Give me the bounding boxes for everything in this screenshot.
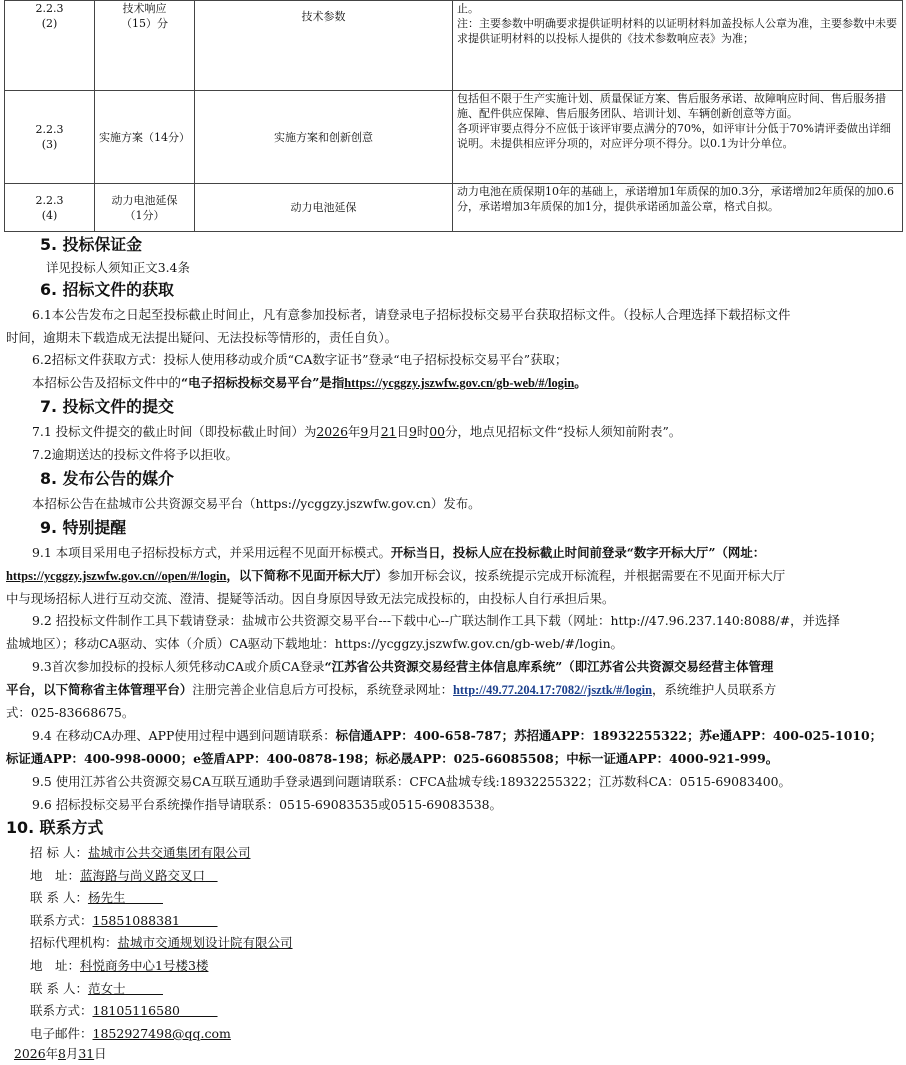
issue-date (14, 1043, 107, 1065)
section-9-p3 (32, 656, 773, 678)
contact-value-pad (180, 913, 218, 928)
date-year: 2026 (14, 1046, 46, 1061)
deadline-day: 21 (380, 424, 397, 439)
row-desc-2: 注：主要参数中明确要求提供证明材料的以证明材料加盖投标人公章为准，主要参数中未要求提供证明材料的以投标人提供的《技术参数响应表》为准； (457, 17, 897, 45)
contact-label: 联 系 人： (30, 890, 88, 906)
date-month: 8 (58, 1046, 66, 1061)
section-9-p2a: 9.2 招投标文件制作工具下载请登录：盐城市公共资源交易平台---下载中心--广联达制作工具下载（网址：http://47.96.237.140:8088/#，并选择 (32, 613, 840, 628)
row-number (5, 1, 95, 91)
row-description (453, 184, 903, 232)
row-number-b: (4) (41, 208, 58, 222)
section-6-p1b: 时间，逾期未下载造成无法提出疑问、无法投标等情形的，责任自负）。 (6, 330, 398, 345)
date-day: 31 (78, 1046, 95, 1061)
section-8-text: 本招标公告在盐城市公共资源交易平台（https://ycggzy.jszwfw.gov.cn）发布。 (32, 496, 481, 511)
row-desc-1: 动力电池在质保期10年的基础上，承诺增加1年质保的加0.3分，承诺增加2年质保的加0.6分，承诺增加3年质保的加1分，提供承诺函加盖公章，格式自拟。 (457, 185, 894, 213)
row-number (5, 184, 95, 232)
row-desc-1: 包括但不限于生产实施计划、质量保证方案、售后服务承诺、故障响应时间、售后服务措施、配件供应保障、售后服务团队、培训计划、车辆创新创意等方面。 (457, 92, 886, 120)
row-item (95, 184, 195, 232)
section-8-heading: 8. 发布公告的媒介 (40, 469, 174, 488)
contact-value-pad (125, 890, 163, 905)
deadline-hour: 9 (408, 424, 417, 439)
entity-system-link[interactable]: http://49.77.204.17:7082//jsztk/#/login (453, 683, 653, 697)
row-factor: 动力电池延保 (195, 184, 453, 232)
section-9-p5: 9.5 使用江苏省公共资源交易CA互联互通助手登录遇到问题请联系：CFCA盐城专线:18932255322；江苏数科CA：0515-69083400。 (32, 774, 791, 789)
row-item-score: （15）分 (121, 17, 168, 30)
row-item: 实施方案（14分） (95, 91, 195, 184)
section-7-p1 (32, 421, 681, 443)
contact-line (30, 978, 530, 1001)
contact-label: 地 址： (30, 957, 81, 973)
section-9-p1c: ，以下简称不见面开标大厅） (226, 568, 388, 583)
contact-value-pad (180, 1003, 218, 1018)
section-9-p4 (32, 725, 882, 747)
row-item-name: 动力电池延保 (111, 193, 178, 207)
section-7-heading: 7. 投标文件的提交 (40, 397, 174, 416)
contact-label: 招 标 人： (30, 845, 88, 860)
row-desc-2: 各项评审要点得分不应低于该评审要点满分的70%，如评审计分低于70%请评委做出详细说明。未提供相应评分项的，对应评分项不得分。以0.1为计分单位。 (457, 122, 891, 150)
section-6-p3a: 本招标公告及招标文件中的 (32, 375, 181, 390)
contact-value-pad (125, 981, 163, 996)
section-9-p3c: 平台，以下简称省主体管理平台） (6, 682, 193, 697)
section-6-p1a: 6.1本公告发布之日起至投标截止时间止，凡有意参加投标者，请登录电子招标投标交易平台获取招标文件。（投标人合理选择下载招标文件 (32, 307, 791, 322)
section-9-p4a: 9.4 在移动CA办理、APP使用过程中遇到问题请联系： (32, 728, 336, 743)
row-number-b: (2) (41, 17, 58, 30)
row-number-a: 2.2.3 (35, 193, 64, 207)
section-5-text: 详见投标人须知正文3.4条 (46, 260, 190, 275)
contact-label: 联系方式： (30, 912, 93, 928)
deadline-minute: 00 (429, 424, 446, 439)
table-row (5, 184, 903, 232)
section-7-p1a: 7.1 投标文件提交的截止时间（即投标截止时间）为 (32, 424, 317, 439)
contact-value: 盐城市公共交通集团有限公司 (87, 845, 251, 860)
platform-link[interactable]: https://ycggzy.jszwfw.gov.cn/gb-web/#/login (344, 376, 575, 390)
section-9-p6: 9.6 招标投标交易平台系统操作指导请联系：0515-69083535或0515-69083538。 (32, 797, 502, 812)
section-9-p1b: 开标当日，投标人应在投标截止时间前登录“数字开标大厅”（网址： (390, 545, 766, 560)
row-number-a: 2.2.3 (35, 2, 64, 15)
date-m: 月 (65, 1046, 79, 1061)
section-9-p4c: 标证通APP：400-998-0000；e签盾APP：400-0878-198；标必晟APP：025-66085508；中标一证通APP：4000-921-999。 (6, 751, 779, 766)
deadline-m: 月 (368, 424, 381, 439)
deadline-rest: 分，地点见招标文件“投标人须知前附表”。 (445, 424, 682, 439)
section-10-heading: 10. 联系方式 (6, 818, 104, 837)
contact-line (30, 842, 530, 865)
contact-block (30, 842, 530, 1045)
section-5-heading: 5. 投标保证金 (40, 235, 143, 254)
section-9-p3d: 注册完善企业信息后方可投标，系统登录网址： (192, 682, 454, 697)
contact-line (30, 1023, 530, 1046)
section-9-p1a: 9.1 本项目采用电子招标投标方式，并采用远程不见面开标模式。 (32, 545, 391, 560)
section-9-p1-line2 (6, 565, 785, 587)
contact-line (30, 1000, 530, 1023)
section-6-p3 (32, 372, 587, 394)
section-9-p3-line2 (6, 679, 776, 701)
row-item-score: （1分） (124, 208, 165, 222)
date-d: 日 (94, 1046, 107, 1061)
contact-label: 电子邮件： (30, 1025, 93, 1041)
contact-label: 联 系 人： (30, 980, 88, 996)
section-9-p1e: 中与现场招标人进行互动交流、澄清、提疑等活动。因自身原因导致无法完成投标的，由投标人自行承担后果。 (6, 591, 615, 606)
row-description (453, 91, 903, 184)
row-number-b: (3) (41, 138, 58, 151)
section-9-p1 (32, 542, 765, 564)
scoring-table (4, 0, 903, 232)
row-number-a: 2.2.3 (35, 123, 64, 136)
row-factor: 实施方案和创新创意 (195, 91, 453, 184)
contact-value: 科悦商务中心1号楼3楼 (80, 957, 209, 973)
contact-label: 联系方式： (30, 1003, 93, 1019)
section-9-p3a: 9.3首次参加投标的投标人须凭移动CA或介质CA登录 (32, 659, 325, 674)
section-9-p4b: 标信通APP：400-658-787；苏招通APP：18932255322；苏e通APP：400-025-1010； (335, 728, 883, 743)
deadline-year: 2026 (316, 424, 348, 439)
contact-value-pad (205, 868, 218, 883)
table-row (5, 1, 903, 91)
deadline-d: 日 (396, 424, 409, 439)
contact-line (30, 955, 530, 978)
open-hall-link[interactable]: https://ycggzy.jszwfw.gov.cn//open/#/login (6, 569, 227, 583)
contact-label: 招标代理机构： (30, 935, 118, 951)
deadline-month: 9 (360, 424, 369, 439)
row-number (5, 91, 95, 184)
row-description (453, 1, 903, 91)
section-9-p3b: “江苏省公共资源交易经营主体信息库系统”（即江苏省公共资源交易经营主体管理 (324, 659, 774, 674)
table-row (5, 91, 903, 184)
contact-value: 盐城市交通规划设计院有限公司 (117, 935, 293, 951)
contact-value: 杨先生 (87, 890, 126, 906)
section-7-p2: 7.2逾期送达的投标文件将予以拒收。 (32, 447, 238, 462)
section-9-heading: 9. 特别提醒 (40, 518, 127, 537)
contact-line (30, 865, 530, 888)
contact-label: 地 址： (30, 867, 81, 883)
contact-value: 范女士 (87, 980, 126, 996)
contact-value: 蓝海路与尚义路交叉口 (80, 867, 206, 883)
date-y: 年 (45, 1046, 59, 1061)
section-6-heading: 6. 招标文件的获取 (40, 280, 174, 299)
row-item-name: 技术响应 (122, 2, 167, 15)
row-desc-1: 止。 (457, 2, 479, 15)
section-6-p3b: “电子招标投标交易平台”是指 (180, 375, 345, 390)
contact-value: 15851088381 (92, 912, 180, 928)
section-6-p3c: 。 (574, 375, 587, 390)
section-9-p3f: 式：025-83668675。 (6, 705, 135, 720)
section-9-p3e: ，系统维护人员联系方 (652, 682, 777, 697)
deadline-h: 时 (416, 424, 430, 439)
section-9-p2b: 盐城地区）；移动CA驱动、实体（介质）CA驱动下载地址：https://ycggzy.jszwfw.gov.cn/gb-web/#/login。 (6, 636, 623, 651)
contact-line (30, 887, 530, 910)
contact-value[interactable]: 1852927498@qq.com (92, 1025, 231, 1041)
contact-line (30, 932, 530, 955)
row-item (95, 1, 195, 91)
contact-value: 18105116580 (92, 1003, 180, 1019)
section-9-p1d: 参加开标会议，按系统提示完成开标流程，并根据需要在不见面开标大厅 (387, 568, 786, 583)
section-6-p2: 6.2招标文件获取方式：投标人使用移动或介质“CA数字证书”登录“电子招标投标交易平台”获取； (32, 352, 568, 367)
row-factor: 技术参数 (195, 1, 453, 91)
deadline-y: 年 (347, 424, 361, 439)
contact-line (30, 910, 530, 933)
